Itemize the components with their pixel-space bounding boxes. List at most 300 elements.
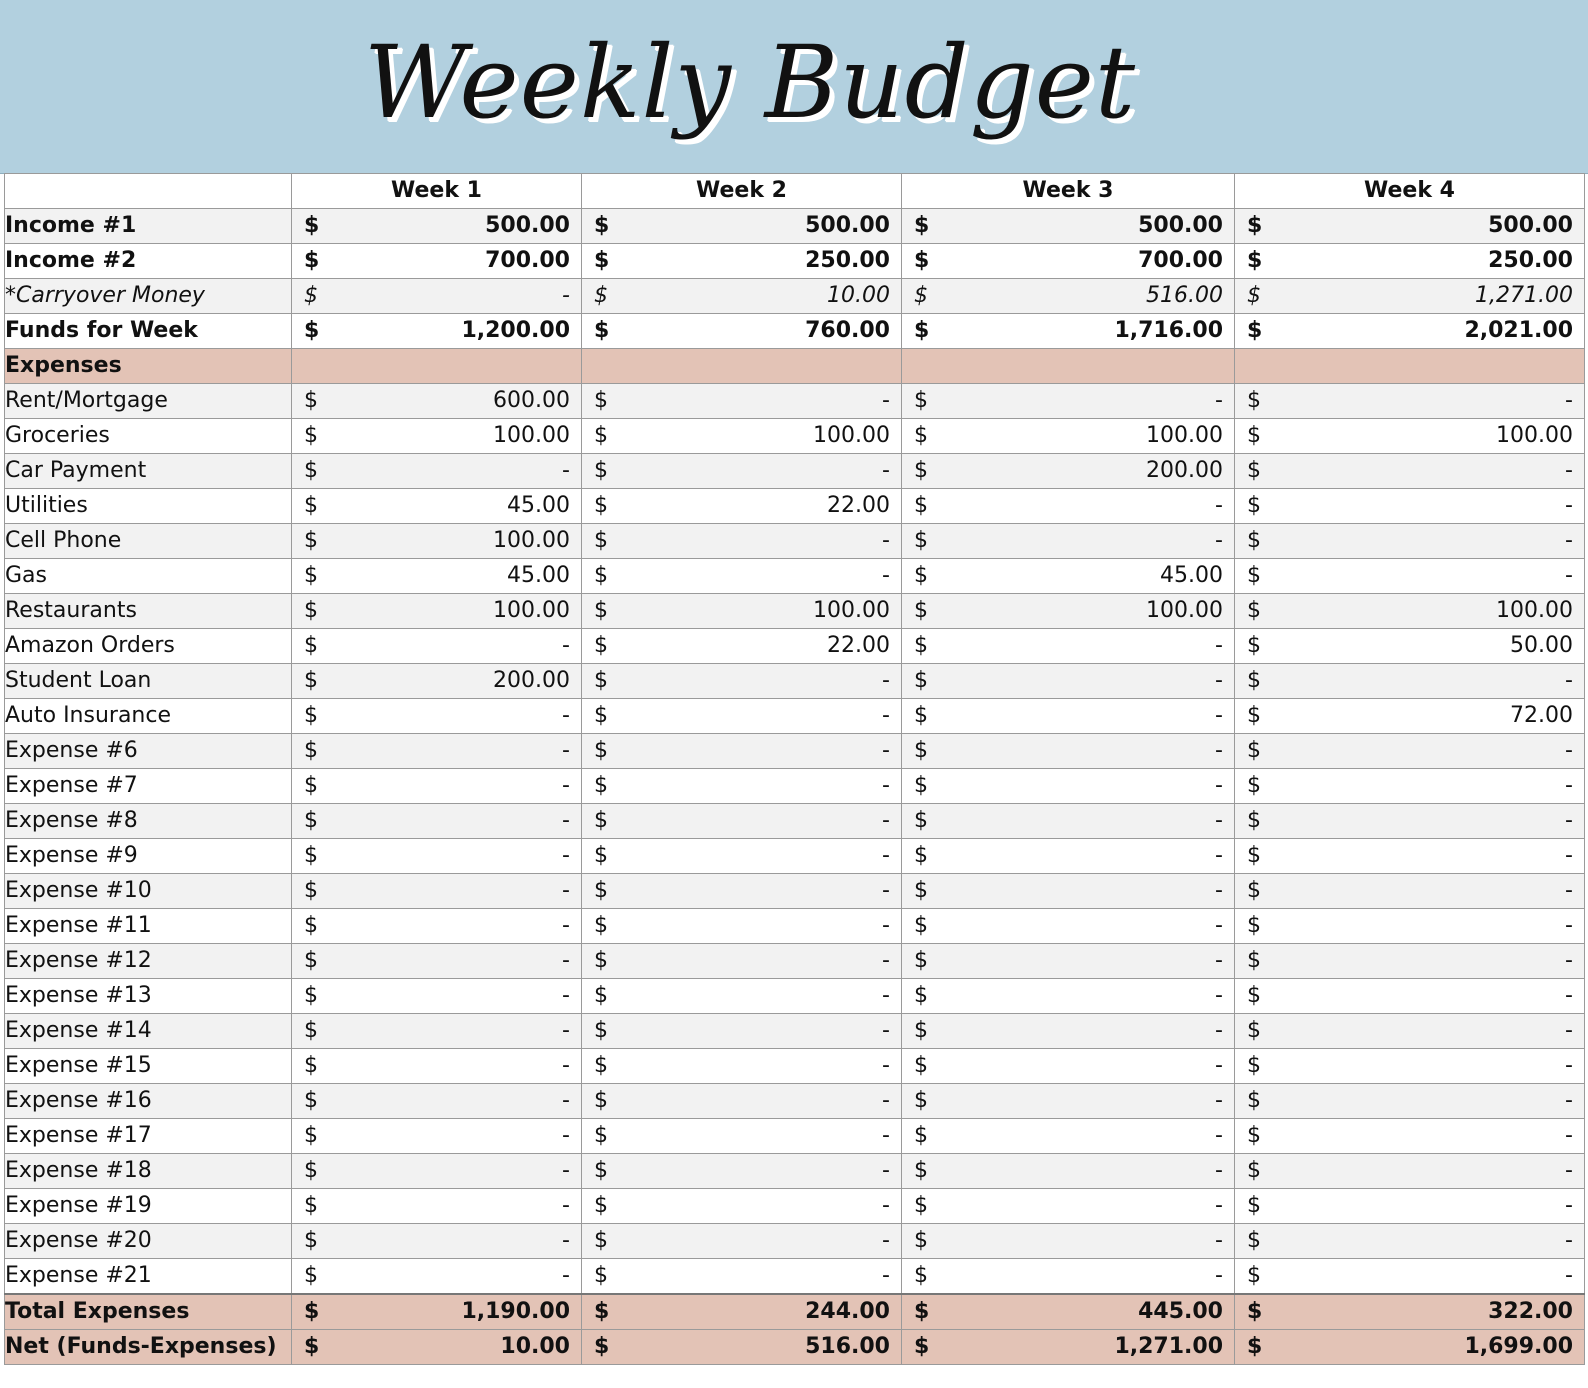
row-label-expense-16[interactable]: Expense #16 — [5, 1084, 292, 1119]
restaurants-week-4-cell[interactable] — [1235, 594, 1585, 629]
currency-symbol: $ — [304, 213, 320, 238]
expense-12-week-4-cell[interactable] — [1235, 944, 1585, 979]
expense-12-week-2-cell[interactable] — [582, 944, 902, 979]
header-corner-cell[interactable] — [5, 174, 292, 209]
amount-value: - — [1565, 1263, 1573, 1288]
currency-symbol: $ — [914, 1263, 928, 1288]
amount-value: - — [1565, 808, 1573, 833]
amount-value: - — [882, 1158, 890, 1183]
amount-value: - — [882, 948, 890, 973]
expense-7-week-3-cell[interactable] — [902, 769, 1235, 804]
currency-symbol: $ — [594, 423, 608, 448]
amount-value: 600.00 — [493, 388, 570, 413]
currency-symbol: $ — [914, 1228, 928, 1253]
amount-value: - — [882, 878, 890, 903]
row-label-expense-7[interactable]: Expense #7 — [5, 769, 292, 804]
restaurants-week-3-cell[interactable] — [902, 594, 1235, 629]
row-amazon-orders — [5, 629, 1585, 664]
expense-13-week-3-cell[interactable] — [902, 979, 1235, 1014]
currency-symbol: $ — [594, 318, 610, 343]
currency-symbol: $ — [1247, 1123, 1261, 1148]
amount-value: 100.00 — [1496, 598, 1573, 623]
total-expenses-week-2-cell[interactable] — [582, 1294, 902, 1330]
net-funds-expenses-week-4-cell[interactable] — [1235, 1330, 1585, 1365]
expense-19-week-1-cell[interactable] — [292, 1189, 582, 1224]
expenses-section-week-3-cell[interactable] — [902, 349, 1235, 384]
rent-mortgage-week-3-cell[interactable] — [902, 384, 1235, 419]
gas-week-1-cell[interactable] — [292, 559, 582, 594]
currency-symbol: $ — [1247, 1228, 1261, 1253]
currency-symbol: $ — [304, 528, 318, 553]
income-2-week-1-cell[interactable] — [292, 244, 582, 279]
income-1-week-4-cell[interactable] — [1235, 209, 1585, 244]
row-label-expense-11[interactable]: Expense #11 — [5, 909, 292, 944]
expense-19-week-4-cell[interactable] — [1235, 1189, 1585, 1224]
expense-15-week-3-cell[interactable] — [902, 1049, 1235, 1084]
week-2-header[interactable]: Week 2 — [582, 174, 902, 209]
amount-value: - — [1565, 528, 1573, 553]
currency-symbol: $ — [1247, 913, 1261, 938]
expense-12-week-3-cell[interactable] — [902, 944, 1235, 979]
utilities-week-1-cell[interactable] — [292, 489, 582, 524]
currency-symbol: $ — [1247, 1158, 1261, 1183]
amount-value: 10.00 — [827, 283, 890, 308]
row-expense-9 — [5, 839, 1585, 874]
budget-table-body — [5, 174, 1585, 1365]
amount-value: - — [882, 1263, 890, 1288]
amount-value: 1,271.00 — [1114, 1334, 1223, 1359]
amount-value: - — [1215, 773, 1223, 798]
currency-symbol: $ — [914, 1193, 928, 1218]
expense-14-week-3-cell[interactable] — [902, 1014, 1235, 1049]
expense-17-week-2-cell[interactable] — [582, 1119, 902, 1154]
row-label-cell-phone[interactable]: Cell Phone — [5, 524, 292, 559]
expense-10-week-4-cell[interactable] — [1235, 874, 1585, 909]
currency-symbol: $ — [914, 1088, 928, 1113]
expense-20-week-3-cell[interactable] — [902, 1224, 1235, 1259]
amount-value: - — [562, 878, 570, 903]
amount-value: 500.00 — [1138, 213, 1223, 238]
amount-value: - — [1565, 1088, 1573, 1113]
currency-symbol: $ — [304, 1299, 320, 1324]
income-1-week-2-cell[interactable] — [582, 209, 902, 244]
row-label-income-2[interactable]: Income #2 — [5, 244, 292, 279]
expense-6-week-2-cell[interactable] — [582, 734, 902, 769]
groceries-week-3-cell[interactable] — [902, 419, 1235, 454]
amount-value: - — [1565, 1228, 1573, 1253]
amazon-orders-week-1-cell[interactable] — [292, 629, 582, 664]
expense-16-week-2-cell[interactable] — [582, 1084, 902, 1119]
amount-value: - — [882, 1018, 890, 1043]
row-label-expense-9[interactable]: Expense #9 — [5, 839, 292, 874]
expense-9-week-1-cell[interactable] — [292, 839, 582, 874]
expense-15-week-4-cell[interactable] — [1235, 1049, 1585, 1084]
amount-value: - — [882, 1193, 890, 1218]
expense-9-week-3-cell[interactable] — [902, 839, 1235, 874]
student-loan-week-3-cell[interactable] — [902, 664, 1235, 699]
expense-6-week-3-cell[interactable] — [902, 734, 1235, 769]
expense-21-week-3-cell[interactable] — [902, 1259, 1235, 1295]
net-funds-expenses-week-2-cell[interactable] — [582, 1330, 902, 1365]
amount-value: - — [1215, 633, 1223, 658]
total-expenses-week-3-cell[interactable] — [902, 1294, 1235, 1330]
page-title: Weekly Budget — [363, 24, 1137, 141]
currency-symbol: $ — [914, 318, 930, 343]
amount-value: - — [1215, 738, 1223, 763]
currency-symbol: $ — [304, 913, 318, 938]
expense-9-week-4-cell[interactable] — [1235, 839, 1585, 874]
rent-mortgage-week-1-cell[interactable] — [292, 384, 582, 419]
expense-10-week-1-cell[interactable] — [292, 874, 582, 909]
row-label-expense-12[interactable]: Expense #12 — [5, 944, 292, 979]
expense-13-week-2-cell[interactable] — [582, 979, 902, 1014]
row-label-student-loan[interactable]: Student Loan — [5, 664, 292, 699]
expense-11-week-3-cell[interactable] — [902, 909, 1235, 944]
row-label-expense-20[interactable]: Expense #20 — [5, 1224, 292, 1259]
currency-symbol: $ — [594, 1123, 608, 1148]
car-payment-week-4-cell[interactable] — [1235, 454, 1585, 489]
expense-18-week-2-cell[interactable] — [582, 1154, 902, 1189]
total-expenses-week-4-cell[interactable] — [1235, 1294, 1585, 1330]
expenses-section-row — [5, 349, 1585, 384]
expense-6-week-1-cell[interactable] — [292, 734, 582, 769]
amount-value: - — [1215, 913, 1223, 938]
net-funds-expenses-week-1-cell[interactable] — [292, 1330, 582, 1365]
amount-value: - — [1565, 458, 1573, 483]
row-label-funds-for-week[interactable]: Funds for Week — [5, 314, 292, 349]
groceries-week-4-cell[interactable] — [1235, 419, 1585, 454]
amount-value: 100.00 — [493, 598, 570, 623]
row-label-income-1[interactable]: Income #1 — [5, 209, 292, 244]
expense-11-week-2-cell[interactable] — [582, 909, 902, 944]
currency-symbol: $ — [914, 598, 928, 623]
net-funds-expenses-week-3-cell[interactable] — [902, 1330, 1235, 1365]
expense-21-week-1-cell[interactable] — [292, 1259, 582, 1295]
amount-value: 244.00 — [805, 1299, 890, 1324]
currency-symbol: $ — [304, 1088, 318, 1113]
currency-symbol: $ — [594, 843, 608, 868]
amount-value: - — [562, 1053, 570, 1078]
amount-value: - — [1215, 388, 1223, 413]
cell-phone-week-3-cell[interactable] — [902, 524, 1235, 559]
expense-12-week-1-cell[interactable] — [292, 944, 582, 979]
income-2-week-2-cell[interactable] — [582, 244, 902, 279]
expense-14-week-4-cell[interactable] — [1235, 1014, 1585, 1049]
amount-value: 500.00 — [1488, 213, 1573, 238]
row-label-rent-mortgage[interactable]: Rent/Mortgage — [5, 384, 292, 419]
expense-20-week-2-cell[interactable] — [582, 1224, 902, 1259]
expense-7-week-1-cell[interactable] — [292, 769, 582, 804]
amount-value: - — [882, 983, 890, 1008]
cell-phone-week-4-cell[interactable] — [1235, 524, 1585, 559]
auto-insurance-week-2-cell[interactable] — [582, 699, 902, 734]
amount-value: - — [1565, 1158, 1573, 1183]
carryover-money-week-1-cell[interactable] — [292, 279, 582, 314]
expense-20-week-4-cell[interactable] — [1235, 1224, 1585, 1259]
funds-for-week-week-3-cell[interactable] — [902, 314, 1235, 349]
expenses-section-week-1-cell[interactable] — [292, 349, 582, 384]
row-label-expense-14[interactable]: Expense #14 — [5, 1014, 292, 1049]
expense-14-week-2-cell[interactable] — [582, 1014, 902, 1049]
expense-7-week-4-cell[interactable] — [1235, 769, 1585, 804]
amazon-orders-week-4-cell[interactable] — [1235, 629, 1585, 664]
row-label-expense-8[interactable]: Expense #8 — [5, 804, 292, 839]
row-expense-18 — [5, 1154, 1585, 1189]
currency-symbol: $ — [914, 878, 928, 903]
expense-14-week-1-cell[interactable] — [292, 1014, 582, 1049]
row-label-expense-6[interactable]: Expense #6 — [5, 734, 292, 769]
expenses-section-week-2-cell[interactable] — [582, 349, 902, 384]
amount-value: - — [562, 633, 570, 658]
amount-value: 516.00 — [805, 1334, 890, 1359]
row-expense-11 — [5, 909, 1585, 944]
expense-8-week-3-cell[interactable] — [902, 804, 1235, 839]
currency-symbol: $ — [304, 493, 318, 518]
row-utilities — [5, 489, 1585, 524]
carryover-money-week-4-cell[interactable] — [1235, 279, 1585, 314]
row-income-1 — [5, 209, 1585, 244]
currency-symbol: $ — [914, 388, 928, 413]
groceries-week-1-cell[interactable] — [292, 419, 582, 454]
row-label-expense-17[interactable]: Expense #17 — [5, 1119, 292, 1154]
restaurants-week-1-cell[interactable] — [292, 594, 582, 629]
expense-17-week-4-cell[interactable] — [1235, 1119, 1585, 1154]
expense-16-week-1-cell[interactable] — [292, 1084, 582, 1119]
car-payment-week-1-cell[interactable] — [292, 454, 582, 489]
expense-6-week-4-cell[interactable] — [1235, 734, 1585, 769]
currency-symbol: $ — [914, 948, 928, 973]
week-4-header[interactable]: Week 4 — [1235, 174, 1585, 209]
amount-value: - — [1565, 773, 1573, 798]
funds-for-week-week-2-cell[interactable] — [582, 314, 902, 349]
currency-symbol: $ — [1247, 808, 1261, 833]
amount-value: - — [1215, 1263, 1223, 1288]
row-label-expense-15[interactable]: Expense #15 — [5, 1049, 292, 1084]
currency-symbol: $ — [1247, 1299, 1263, 1324]
currency-symbol: $ — [304, 843, 318, 868]
expense-10-week-3-cell[interactable] — [902, 874, 1235, 909]
amount-value: 1,190.00 — [461, 1299, 570, 1324]
row-auto-insurance — [5, 699, 1585, 734]
auto-insurance-week-4-cell[interactable] — [1235, 699, 1585, 734]
auto-insurance-week-1-cell[interactable] — [292, 699, 582, 734]
currency-symbol: $ — [304, 1193, 318, 1218]
row-label-car-payment[interactable]: Car Payment — [5, 454, 292, 489]
row-label-net-funds-expenses[interactable]: Net (Funds-Expenses) — [5, 1330, 292, 1365]
currency-symbol: $ — [1247, 493, 1261, 518]
expense-13-week-4-cell[interactable] — [1235, 979, 1585, 1014]
amount-value: - — [562, 1123, 570, 1148]
amount-value: 10.00 — [500, 1334, 570, 1359]
student-loan-week-4-cell[interactable] — [1235, 664, 1585, 699]
expense-16-week-3-cell[interactable] — [902, 1084, 1235, 1119]
currency-symbol: $ — [914, 563, 928, 588]
expense-19-week-2-cell[interactable] — [582, 1189, 902, 1224]
row-label-carryover-money[interactable]: *Carryover Money — [5, 279, 292, 314]
amount-value: 100.00 — [1146, 423, 1223, 448]
expense-18-week-1-cell[interactable] — [292, 1154, 582, 1189]
week-1-header[interactable]: Week 1 — [292, 174, 582, 209]
row-label-expense-10[interactable]: Expense #10 — [5, 874, 292, 909]
total-expenses-week-1-cell[interactable] — [292, 1294, 582, 1330]
amount-value: 200.00 — [493, 668, 570, 693]
currency-symbol: $ — [1247, 388, 1261, 413]
row-label-auto-insurance[interactable]: Auto Insurance — [5, 699, 292, 734]
expense-17-week-3-cell[interactable] — [902, 1119, 1235, 1154]
currency-symbol: $ — [914, 738, 928, 763]
expenses-section-label[interactable]: Expenses — [5, 349, 292, 384]
cell-phone-week-2-cell[interactable] — [582, 524, 902, 559]
currency-symbol: $ — [914, 458, 928, 483]
amount-value: - — [562, 1228, 570, 1253]
expense-16-week-4-cell[interactable] — [1235, 1084, 1585, 1119]
amount-value: 250.00 — [805, 248, 890, 273]
currency-symbol: $ — [1247, 528, 1261, 553]
expense-15-week-2-cell[interactable] — [582, 1049, 902, 1084]
currency-symbol: $ — [304, 808, 318, 833]
gas-week-4-cell[interactable] — [1235, 559, 1585, 594]
row-label-amazon-orders[interactable]: Amazon Orders — [5, 629, 292, 664]
row-label-expense-19[interactable]: Expense #19 — [5, 1189, 292, 1224]
expenses-section-week-4-cell[interactable] — [1235, 349, 1585, 384]
row-label-utilities[interactable]: Utilities — [5, 489, 292, 524]
car-payment-week-3-cell[interactable] — [902, 454, 1235, 489]
income-1-week-1-cell[interactable] — [292, 209, 582, 244]
expense-7-week-2-cell[interactable] — [582, 769, 902, 804]
auto-insurance-week-3-cell[interactable] — [902, 699, 1235, 734]
amount-value: - — [882, 388, 890, 413]
currency-symbol: $ — [914, 808, 928, 833]
currency-symbol: $ — [594, 563, 608, 588]
income-2-week-3-cell[interactable] — [902, 244, 1235, 279]
groceries-week-2-cell[interactable] — [582, 419, 902, 454]
currency-symbol: $ — [1247, 283, 1261, 308]
expense-8-week-2-cell[interactable] — [582, 804, 902, 839]
expense-17-week-1-cell[interactable] — [292, 1119, 582, 1154]
expense-8-week-1-cell[interactable] — [292, 804, 582, 839]
gas-week-3-cell[interactable] — [902, 559, 1235, 594]
currency-symbol: $ — [594, 598, 608, 623]
amount-value: - — [1215, 668, 1223, 693]
income-1-week-3-cell[interactable] — [902, 209, 1235, 244]
expense-8-week-4-cell[interactable] — [1235, 804, 1585, 839]
amazon-orders-week-3-cell[interactable] — [902, 629, 1235, 664]
car-payment-week-2-cell[interactable] — [582, 454, 902, 489]
currency-symbol: $ — [304, 1053, 318, 1078]
currency-symbol: $ — [1247, 703, 1261, 728]
expense-15-week-1-cell[interactable] — [292, 1049, 582, 1084]
row-label-gas[interactable]: Gas — [5, 559, 292, 594]
row-label-groceries[interactable]: Groceries — [5, 419, 292, 454]
currency-symbol: $ — [914, 213, 930, 238]
expense-21-week-2-cell[interactable] — [582, 1259, 902, 1295]
student-loan-week-1-cell[interactable] — [292, 664, 582, 699]
gas-week-2-cell[interactable] — [582, 559, 902, 594]
amount-value: - — [1565, 1053, 1573, 1078]
currency-symbol: $ — [1247, 458, 1261, 483]
amount-value: - — [562, 1158, 570, 1183]
week-3-header[interactable]: Week 3 — [902, 174, 1235, 209]
amount-value: - — [1215, 703, 1223, 728]
amount-value: - — [1215, 843, 1223, 868]
amount-value: - — [562, 843, 570, 868]
row-label-total-expenses[interactable]: Total Expenses — [5, 1294, 292, 1330]
funds-for-week-week-1-cell[interactable] — [292, 314, 582, 349]
income-2-week-4-cell[interactable] — [1235, 244, 1585, 279]
expense-20-week-1-cell[interactable] — [292, 1224, 582, 1259]
row-label-expense-18[interactable]: Expense #18 — [5, 1154, 292, 1189]
utilities-week-3-cell[interactable] — [902, 489, 1235, 524]
amount-value: 445.00 — [1138, 1299, 1223, 1324]
amount-value: - — [1565, 1123, 1573, 1148]
amount-value: - — [1565, 948, 1573, 973]
cell-phone-week-1-cell[interactable] — [292, 524, 582, 559]
student-loan-week-2-cell[interactable] — [582, 664, 902, 699]
row-expense-14 — [5, 1014, 1585, 1049]
currency-symbol: $ — [914, 1334, 930, 1359]
expense-18-week-4-cell[interactable] — [1235, 1154, 1585, 1189]
budget-table — [4, 173, 1585, 1365]
currency-symbol: $ — [304, 668, 318, 693]
carryover-money-week-2-cell[interactable] — [582, 279, 902, 314]
currency-symbol: $ — [304, 318, 320, 343]
currency-symbol: $ — [594, 1299, 610, 1324]
utilities-week-4-cell[interactable] — [1235, 489, 1585, 524]
amount-value: 100.00 — [493, 528, 570, 553]
amount-value: - — [1565, 913, 1573, 938]
expense-10-week-2-cell[interactable] — [582, 874, 902, 909]
currency-symbol: $ — [304, 983, 318, 1008]
amount-value: - — [1565, 388, 1573, 413]
expense-19-week-3-cell[interactable] — [902, 1189, 1235, 1224]
expense-9-week-2-cell[interactable] — [582, 839, 902, 874]
row-groceries — [5, 419, 1585, 454]
amazon-orders-week-2-cell[interactable] — [582, 629, 902, 664]
amount-value: - — [1565, 493, 1573, 518]
carryover-money-week-3-cell[interactable] — [902, 279, 1235, 314]
amount-value: - — [1215, 1018, 1223, 1043]
currency-symbol: $ — [304, 1158, 318, 1183]
rent-mortgage-week-2-cell[interactable] — [582, 384, 902, 419]
amount-value: 1,716.00 — [1114, 318, 1223, 343]
row-label-expense-21[interactable]: Expense #21 — [5, 1259, 292, 1295]
row-expense-19 — [5, 1189, 1585, 1224]
expense-21-week-4-cell[interactable] — [1235, 1259, 1585, 1295]
currency-symbol: $ — [304, 283, 318, 308]
currency-symbol: $ — [594, 703, 608, 728]
restaurants-week-2-cell[interactable] — [582, 594, 902, 629]
expense-13-week-1-cell[interactable] — [292, 979, 582, 1014]
currency-symbol: $ — [594, 948, 608, 973]
row-expense-13 — [5, 979, 1585, 1014]
currency-symbol: $ — [304, 1228, 318, 1253]
currency-symbol: $ — [1247, 213, 1263, 238]
rent-mortgage-week-4-cell[interactable] — [1235, 384, 1585, 419]
expense-11-week-4-cell[interactable] — [1235, 909, 1585, 944]
amount-value: - — [1215, 528, 1223, 553]
amount-value: 1,271.00 — [1475, 283, 1573, 308]
row-label-expense-13[interactable]: Expense #13 — [5, 979, 292, 1014]
row-label-restaurants[interactable]: Restaurants — [5, 594, 292, 629]
funds-for-week-week-4-cell[interactable] — [1235, 314, 1585, 349]
amount-value: 500.00 — [485, 213, 570, 238]
expense-11-week-1-cell[interactable] — [292, 909, 582, 944]
amount-value: 100.00 — [813, 598, 890, 623]
currency-symbol: $ — [1247, 1018, 1261, 1043]
utilities-week-2-cell[interactable] — [582, 489, 902, 524]
expense-18-week-3-cell[interactable] — [902, 1154, 1235, 1189]
row-funds-for-week — [5, 314, 1585, 349]
